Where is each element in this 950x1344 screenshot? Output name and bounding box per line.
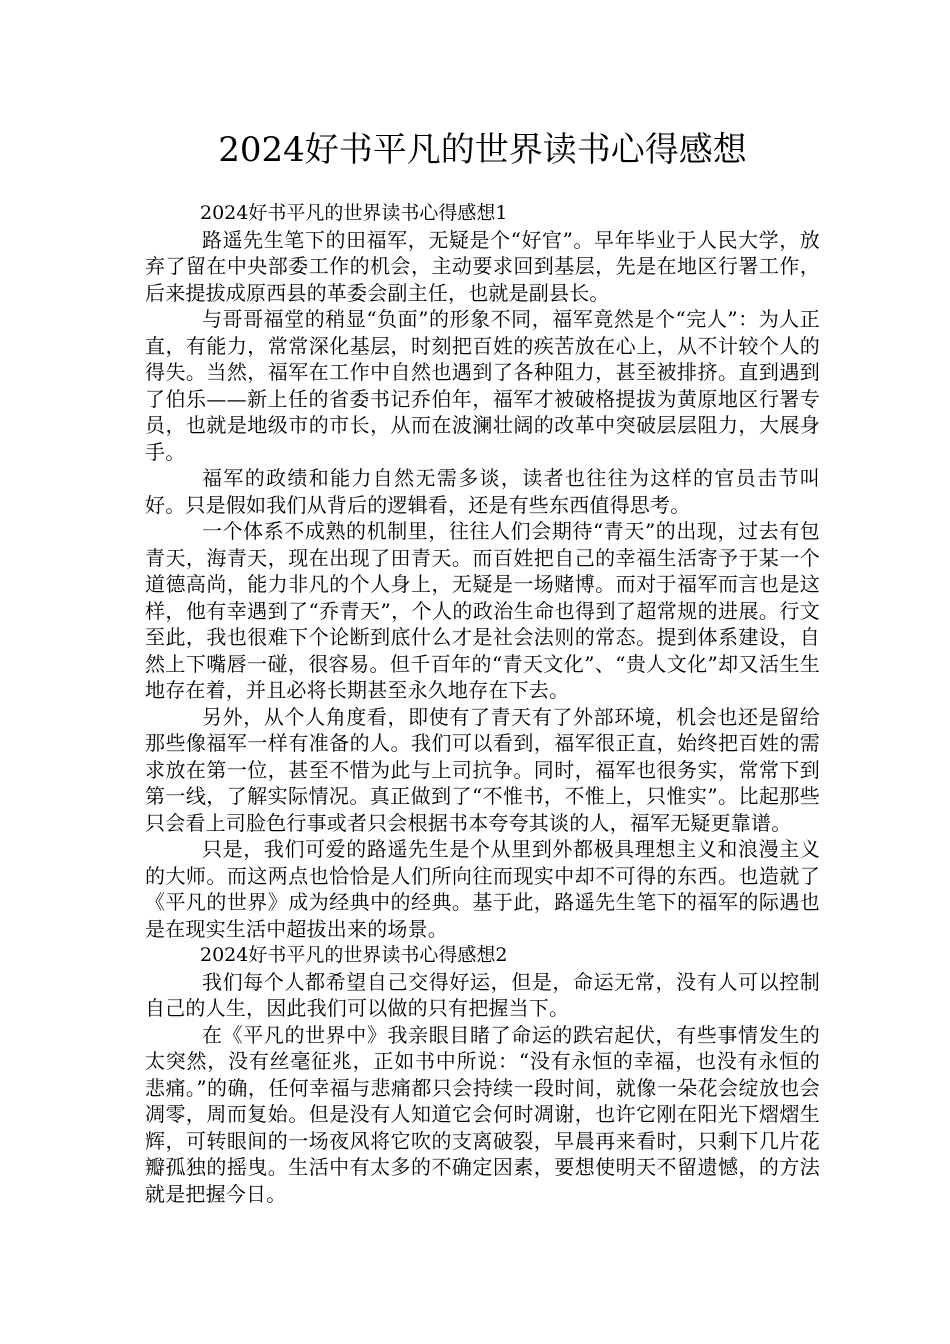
paragraph: 在《平凡的世界中》我亲眼目睹了命运的跌宕起伏，有些事情发生的太突然，没有丝毫征兆，正如书中所说：“没有永恒的幸福，也没有永恒的悲痛。”的确，任何幸福与悲痛都只会持续一段时间，就像一朵花会绽放也会凋零，周而复始。但是没有人知道它会何时凋谢，也许它刚在阳光下熠熠生辉，可转眼间的一场夜风将它吹的支离破裂，早晨再来看时，只剩下几片花瓣孤独的摇曳。生活中有太多的不确定因素，要想使明天不留遗憾，的方法就是把握今日。	[145, 1022, 820, 1206]
section-heading: 2024好书平凡的世界读书心得感想2	[200, 944, 508, 966]
document-page	[145, 128, 820, 1207]
paragraph: 只是，我们可爱的路遥先生是个从里到外都极具理想主义和浪漫主义的大师。而这两点也恰恰是人们所向往而现实中却不可得的东西。也造就了《平凡的世界》成为经典中的经典。基于此，路遥先生笔下的福军的际遇也是在现实生活中超拔出来的场景。	[145, 837, 820, 941]
section-heading: 2024好书平凡的世界读书心得感想1	[200, 202, 508, 224]
section-2	[145, 942, 820, 1207]
paragraph: 福军的政绩和能力自然无需多谈，读者也往往为这样的官员击节叫好。只是假如我们从背后的逻辑看，还是有些东西值得思考。	[145, 466, 820, 517]
paragraph: 路遥先生笔下的田福军，无疑是个“好官”。早年毕业于人民大学，放弃了留在中央部委工作的机会，主动要求回到基层，先是在地区行署工作，后来提拔成原西县的革委会副主任，也就是副县长。	[145, 227, 820, 305]
paragraph: 我们每个人都希望自己交得好运，但是，命运无常，没有人可以控制自己的人生，因此我们可以做的只有把握当下。	[145, 969, 820, 1020]
paragraph: 一个体系不成熟的机制里，往往人们会期待“青天”的出现，过去有包青天，海青天，现在出现了田青天。而百姓把自己的幸福生活寄予于某一个道德高尚，能力非凡的个人身上，无疑是一场赌博。而对于福军而言也是这样，他有幸遇到了“乔青天”，个人的政治生命也得到了超常规的进展。行文至此，我也很难下个论断到底什么才是社会法则的常态。提到体系建设，自然上下嘴唇一碰，很容易。但千百年的“青天文化”、“贵人文化”却又活生生地存在着，并且必将长期甚至永久地存在下去。	[145, 519, 820, 702]
section-1	[145, 200, 820, 942]
document-title: 2024好书平凡的世界读书心得感想	[218, 130, 747, 170]
paragraph: 另外，从个人角度看，即使有了青天有了外部环境，机会也还是留给那些像福军一样有准备的人。我们可以看到，福军很正直，始终把百姓的需求放在第一位，甚至不惜为此与上司抗争。同时，福军也很务实，常常下到第一线，了解实际情况。真正做到了“不惟书，不惟上，只惟实”。比起那些只会看上司脸色行事或者只会根据书本夸夸其谈的人，福军无疑更靠谱。	[145, 704, 820, 835]
paragraph: 与哥哥福堂的稍显“负面”的形象不同，福军竟然是个“完人”：为人正直，有能力，常常深化基层，时刻把百姓的疾苦放在心上，从不计较个人的得失。当然，福军在工作中自然也遇到了各种阻力，甚至被排挤。直到遇到了伯乐——新上任的省委书记乔伯年，福军才被破格提拔为黄原地区行署专员，也就是地级市的市长，从而在波澜壮阔的改革中突破层层阻力，大展身手。	[145, 307, 820, 464]
